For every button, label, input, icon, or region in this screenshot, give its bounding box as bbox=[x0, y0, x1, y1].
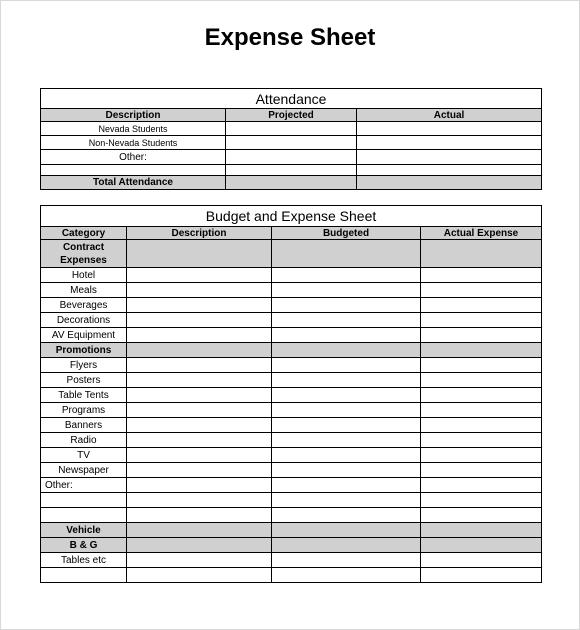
budget-description-cell[interactable] bbox=[127, 373, 272, 388]
attendance-total-projected[interactable] bbox=[226, 176, 357, 190]
budget-description-cell[interactable] bbox=[127, 448, 272, 463]
budget-category-cell: Beverages bbox=[41, 298, 127, 313]
budget-actual-cell[interactable] bbox=[421, 240, 542, 268]
budget-row bbox=[41, 448, 542, 463]
budget-category-cell: Radio bbox=[41, 433, 127, 448]
budget-category-cell bbox=[41, 568, 127, 583]
budget-category-cell: Table Tents bbox=[41, 388, 127, 403]
budget-category-cell: Newspaper bbox=[41, 463, 127, 478]
attendance-actual-cell[interactable] bbox=[357, 122, 542, 136]
budget-header-actual-expense: Actual Expense bbox=[421, 227, 542, 240]
attendance-projected-cell[interactable] bbox=[226, 122, 357, 136]
budget-category-cell: Meals bbox=[41, 283, 127, 298]
budget-description-cell[interactable] bbox=[127, 418, 272, 433]
attendance-header-description: Description bbox=[41, 109, 226, 122]
budget-budgeted-cell[interactable] bbox=[272, 240, 421, 268]
budget-actual-cell[interactable] bbox=[421, 463, 542, 478]
budget-row bbox=[41, 553, 542, 568]
attendance-projected-cell[interactable] bbox=[226, 136, 357, 150]
budget-budgeted-cell[interactable] bbox=[272, 478, 421, 493]
budget-budgeted-cell[interactable] bbox=[272, 343, 421, 358]
budget-description-cell[interactable] bbox=[127, 538, 272, 553]
budget-category-cell: Other: bbox=[41, 478, 127, 493]
attendance-blank-cell[interactable] bbox=[226, 165, 357, 176]
budget-budgeted-cell[interactable] bbox=[272, 283, 421, 298]
budget-description-cell[interactable] bbox=[127, 283, 272, 298]
budget-caption: Budget and Expense Sheet bbox=[41, 206, 542, 227]
budget-row bbox=[41, 418, 542, 433]
budget-budgeted-cell[interactable] bbox=[272, 358, 421, 373]
budget-budgeted-cell[interactable] bbox=[272, 448, 421, 463]
budget-row bbox=[41, 433, 542, 448]
attendance-total-actual[interactable] bbox=[357, 176, 542, 190]
budget-row bbox=[41, 478, 542, 493]
budget-actual-cell[interactable] bbox=[421, 478, 542, 493]
budget-description-cell[interactable] bbox=[127, 268, 272, 283]
budget-actual-cell[interactable] bbox=[421, 298, 542, 313]
budget-row bbox=[41, 240, 542, 268]
budget-budgeted-cell[interactable] bbox=[272, 268, 421, 283]
budget-budgeted-cell[interactable] bbox=[272, 508, 421, 523]
budget-row bbox=[41, 508, 542, 523]
budget-budgeted-cell[interactable] bbox=[272, 328, 421, 343]
attendance-row-label: Non-Nevada Students bbox=[41, 136, 226, 150]
budget-budgeted-cell[interactable] bbox=[272, 433, 421, 448]
attendance-actual-cell[interactable] bbox=[357, 150, 542, 165]
budget-description-cell[interactable] bbox=[127, 313, 272, 328]
budget-budgeted-cell[interactable] bbox=[272, 493, 421, 508]
budget-category-cell bbox=[41, 508, 127, 523]
budget-row bbox=[41, 268, 542, 283]
budget-category-cell: Promotions bbox=[41, 343, 127, 358]
budget-description-cell[interactable] bbox=[127, 433, 272, 448]
page-title: Expense Sheet bbox=[204, 24, 376, 51]
budget-actual-cell[interactable] bbox=[421, 328, 542, 343]
budget-description-cell[interactable] bbox=[127, 508, 272, 523]
budget-actual-cell[interactable] bbox=[421, 313, 542, 328]
budget-category-cell bbox=[41, 493, 127, 508]
budget-budgeted-cell[interactable] bbox=[272, 538, 421, 553]
budget-description-cell[interactable] bbox=[127, 240, 272, 268]
budget-actual-cell[interactable] bbox=[421, 523, 542, 538]
budget-row bbox=[41, 358, 542, 373]
budget-row bbox=[41, 313, 542, 328]
budget-category-cell: Tables etc bbox=[41, 553, 127, 568]
budget-actual-cell[interactable] bbox=[421, 433, 542, 448]
budget-category-cell: Programs bbox=[41, 403, 127, 418]
budget-description-cell[interactable] bbox=[127, 358, 272, 373]
budget-budgeted-cell[interactable] bbox=[272, 553, 421, 568]
budget-budgeted-cell[interactable] bbox=[272, 403, 421, 418]
budget-row bbox=[41, 463, 542, 478]
budget-budgeted-cell[interactable] bbox=[272, 463, 421, 478]
budget-table bbox=[40, 205, 542, 583]
budget-actual-cell[interactable] bbox=[421, 388, 542, 403]
budget-description-cell[interactable] bbox=[127, 493, 272, 508]
budget-description-cell[interactable] bbox=[127, 298, 272, 313]
budget-row bbox=[41, 373, 542, 388]
budget-header-description: Description bbox=[127, 227, 272, 240]
budget-actual-cell[interactable] bbox=[421, 403, 542, 418]
budget-category-cell: Banners bbox=[41, 418, 127, 433]
budget-row bbox=[41, 403, 542, 418]
budget-row bbox=[41, 283, 542, 298]
budget-header-category: Category bbox=[41, 227, 127, 240]
budget-actual-cell[interactable] bbox=[421, 373, 542, 388]
budget-description-cell[interactable] bbox=[127, 523, 272, 538]
budget-category-cell: AV Equipment bbox=[41, 328, 127, 343]
budget-row bbox=[41, 538, 542, 553]
attendance-actual-cell[interactable] bbox=[357, 136, 542, 150]
budget-row bbox=[41, 328, 542, 343]
budget-budgeted-cell[interactable] bbox=[272, 388, 421, 403]
budget-row bbox=[41, 343, 542, 358]
budget-budgeted-cell[interactable] bbox=[272, 568, 421, 583]
attendance-total-label: Total Attendance bbox=[41, 176, 226, 190]
budget-description-cell[interactable] bbox=[127, 343, 272, 358]
budget-actual-cell[interactable] bbox=[421, 568, 542, 583]
budget-category-cell: Contract Expenses bbox=[41, 240, 127, 268]
budget-row bbox=[41, 568, 542, 583]
budget-budgeted-cell[interactable] bbox=[272, 298, 421, 313]
attendance-row-label: Other: bbox=[41, 150, 226, 165]
budget-header-budgeted: Budgeted bbox=[272, 227, 421, 240]
budget-description-cell[interactable] bbox=[127, 388, 272, 403]
budget-category-cell: Posters bbox=[41, 373, 127, 388]
budget-actual-cell[interactable] bbox=[421, 358, 542, 373]
budget-description-cell[interactable] bbox=[127, 568, 272, 583]
budget-category-cell: Decorations bbox=[41, 313, 127, 328]
budget-row bbox=[41, 523, 542, 538]
budget-actual-cell[interactable] bbox=[421, 538, 542, 553]
attendance-blank-cell[interactable] bbox=[41, 165, 226, 176]
attendance-projected-cell[interactable] bbox=[226, 150, 357, 165]
budget-budgeted-cell[interactable] bbox=[272, 373, 421, 388]
attendance-table bbox=[40, 88, 542, 190]
attendance-blank-cell[interactable] bbox=[357, 165, 542, 176]
budget-description-cell[interactable] bbox=[127, 328, 272, 343]
budget-description-cell[interactable] bbox=[127, 553, 272, 568]
budget-budgeted-cell[interactable] bbox=[272, 418, 421, 433]
attendance-caption: Attendance bbox=[41, 89, 542, 109]
budget-description-cell[interactable] bbox=[127, 463, 272, 478]
budget-actual-cell[interactable] bbox=[421, 268, 542, 283]
budget-row bbox=[41, 298, 542, 313]
budget-row bbox=[41, 388, 542, 403]
attendance-row-label: Nevada Students bbox=[41, 122, 226, 136]
budget-actual-cell[interactable] bbox=[421, 493, 542, 508]
budget-budgeted-cell[interactable] bbox=[272, 523, 421, 538]
budget-actual-cell[interactable] bbox=[421, 418, 542, 433]
budget-category-cell: Vehicle bbox=[41, 523, 127, 538]
attendance-header-actual: Actual bbox=[357, 109, 542, 122]
budget-category-cell: TV bbox=[41, 448, 127, 463]
budget-actual-cell[interactable] bbox=[421, 553, 542, 568]
budget-actual-cell[interactable] bbox=[421, 343, 542, 358]
budget-description-cell[interactable] bbox=[127, 478, 272, 493]
budget-actual-cell[interactable] bbox=[421, 283, 542, 298]
budget-row bbox=[41, 493, 542, 508]
budget-actual-cell[interactable] bbox=[421, 448, 542, 463]
budget-category-cell: B & G bbox=[41, 538, 127, 553]
budget-description-cell[interactable] bbox=[127, 403, 272, 418]
budget-category-cell: Hotel bbox=[41, 268, 127, 283]
budget-category-cell: Flyers bbox=[41, 358, 127, 373]
budget-actual-cell[interactable] bbox=[421, 508, 542, 523]
attendance-header-projected: Projected bbox=[226, 109, 357, 122]
budget-budgeted-cell[interactable] bbox=[272, 313, 421, 328]
